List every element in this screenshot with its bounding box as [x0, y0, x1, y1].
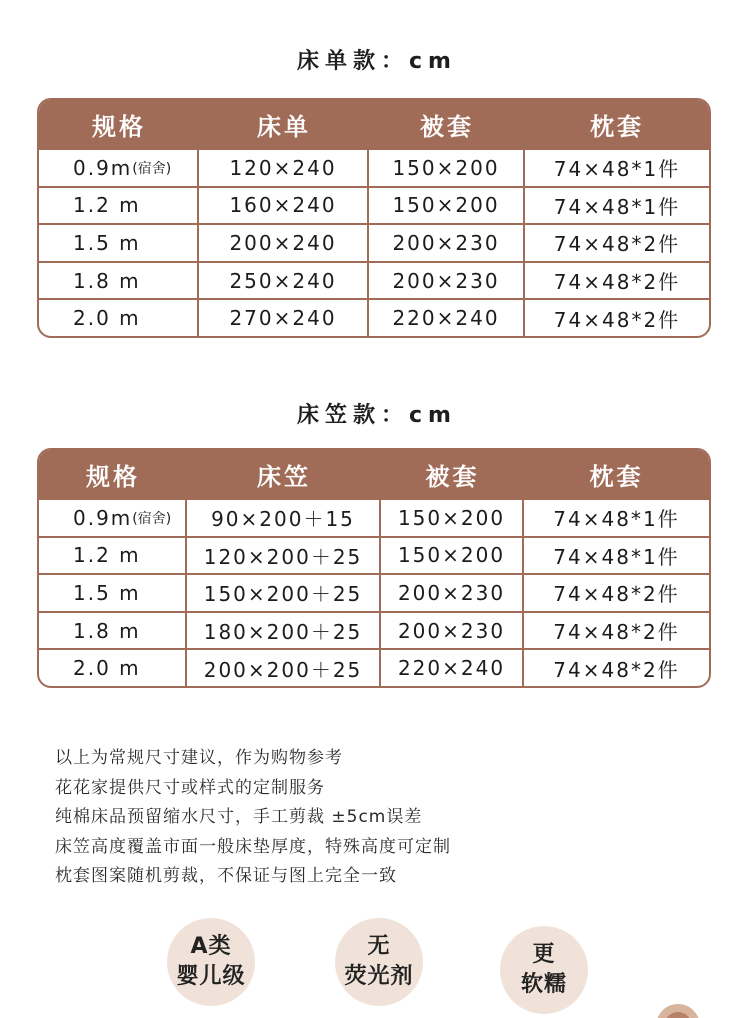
note-line: 纯棉床品预留缩水尺寸，手工剪裁 ±5cm误差	[55, 807, 423, 827]
cell-spec: 1.5 m	[39, 575, 187, 611]
table-row	[39, 498, 709, 536]
cell-sheet: 120×240	[199, 150, 369, 186]
cell-fitted-sheet: 90×200＋15	[187, 500, 381, 536]
cell-sheet: 200×240	[199, 225, 369, 261]
cell-pillow: 74×48*2件	[553, 657, 680, 682]
cell-duvet: 220×240	[369, 300, 525, 336]
cell-duvet: 150×200	[369, 188, 525, 224]
cell-pillow: 74×48*1件	[553, 194, 681, 219]
table-header-row	[39, 450, 709, 498]
cell-pillow: 74×48*2件	[553, 270, 681, 295]
cell-spec: 1.8 m	[39, 263, 199, 299]
badge-line1: 更	[532, 942, 556, 967]
cell-pillow: 74×48*1件	[553, 157, 681, 182]
header-pillow: 枕套	[590, 112, 644, 141]
cell-pillow: 74×48*1件	[553, 544, 680, 569]
badge-line2: 软糯	[520, 972, 567, 997]
cell-fitted-sheet: 180×200＋25	[187, 613, 381, 649]
cell-duvet: 220×240	[381, 650, 524, 686]
spec-note: (宿舍)	[132, 510, 172, 527]
cell-duvet: 150×200	[369, 150, 525, 186]
cell-duvet: 150×200	[381, 538, 524, 574]
cell-pillow: 74×48*2件	[553, 232, 681, 257]
size-notes	[55, 744, 715, 892]
cell-sheet: 160×240	[199, 188, 369, 224]
badge-no-fluorescent	[335, 918, 423, 1006]
header-fitted-sheet: 床笠	[257, 462, 311, 491]
cell-duvet: 200×230	[369, 225, 525, 261]
cell-duvet: 200×230	[381, 613, 524, 649]
table-row	[39, 223, 709, 261]
header-duvet: 被套	[425, 462, 480, 491]
cell-sheet: 250×240	[199, 263, 369, 299]
table-row	[39, 298, 709, 336]
cell-spec: 1.5 m	[39, 225, 199, 261]
cell-spec	[39, 500, 187, 536]
spec-value: 0.9m	[73, 505, 133, 530]
note-line: 以上为常规尺寸建议，作为购物参考	[55, 748, 343, 768]
table-row	[39, 186, 709, 224]
table-row	[39, 261, 709, 299]
table-row	[39, 536, 709, 574]
cell-pillow: 74×48*2件	[553, 620, 680, 645]
badge-line1: 无	[367, 934, 391, 959]
flat-sheet-size-table	[37, 98, 711, 338]
cell-fitted-sheet: 120×200＋25	[187, 538, 381, 574]
cell-sheet: 270×240	[199, 300, 369, 336]
spec-note: (宿舍)	[132, 160, 172, 177]
cell-spec: 1.2 m	[39, 188, 199, 224]
header-sheet: 床单	[257, 112, 311, 141]
fitted-sheet-size-table	[37, 448, 711, 688]
table-row	[39, 148, 709, 186]
table-header-row	[39, 100, 709, 148]
note-line: 花花家提供尺寸或样式的定制服务	[55, 777, 325, 798]
table-row	[39, 573, 709, 611]
badge-softer	[500, 926, 588, 1014]
cell-pillow: 74×48*2件	[553, 307, 681, 332]
header-duvet: 被套	[420, 112, 474, 141]
badge-line1: A类	[190, 934, 232, 959]
note-line: 枕套图案随机剪裁，不保证与图上完全一致	[55, 866, 397, 886]
cell-spec	[39, 150, 199, 186]
header-spec: 规格	[86, 462, 140, 491]
header-pillow: 枕套	[589, 462, 644, 491]
decorative-ornament-icon	[643, 996, 713, 1018]
section-title-fitted-sheet: 床笠款：cm	[297, 403, 457, 428]
header-spec: 规格	[92, 112, 146, 141]
cell-duvet: 150×200	[381, 500, 524, 536]
cell-pillow: 74×48*2件	[553, 582, 680, 607]
table-row	[39, 611, 709, 649]
spec-value: 0.9m	[73, 155, 133, 180]
section-title-flat-sheet: 床单款：cm	[297, 49, 457, 74]
cell-spec: 1.8 m	[39, 613, 187, 649]
cell-spec: 2.0 m	[39, 300, 199, 336]
cell-fitted-sheet: 150×200＋25	[187, 575, 381, 611]
cell-spec: 1.2 m	[39, 538, 187, 574]
cell-duvet: 200×230	[381, 575, 524, 611]
cell-pillow: 74×48*1件	[553, 507, 680, 532]
cell-spec: 2.0 m	[39, 650, 187, 686]
note-line: 床笠高度覆盖市面一般床垫厚度，特殊高度可定制	[55, 836, 451, 857]
cell-fitted-sheet: 200×200＋25	[187, 650, 381, 686]
cell-duvet: 200×230	[369, 263, 525, 299]
badge-infant-grade	[167, 918, 255, 1006]
badge-line2: 婴儿级	[176, 964, 246, 989]
badge-line2: 荧光剂	[344, 964, 414, 989]
table-row	[39, 648, 709, 686]
